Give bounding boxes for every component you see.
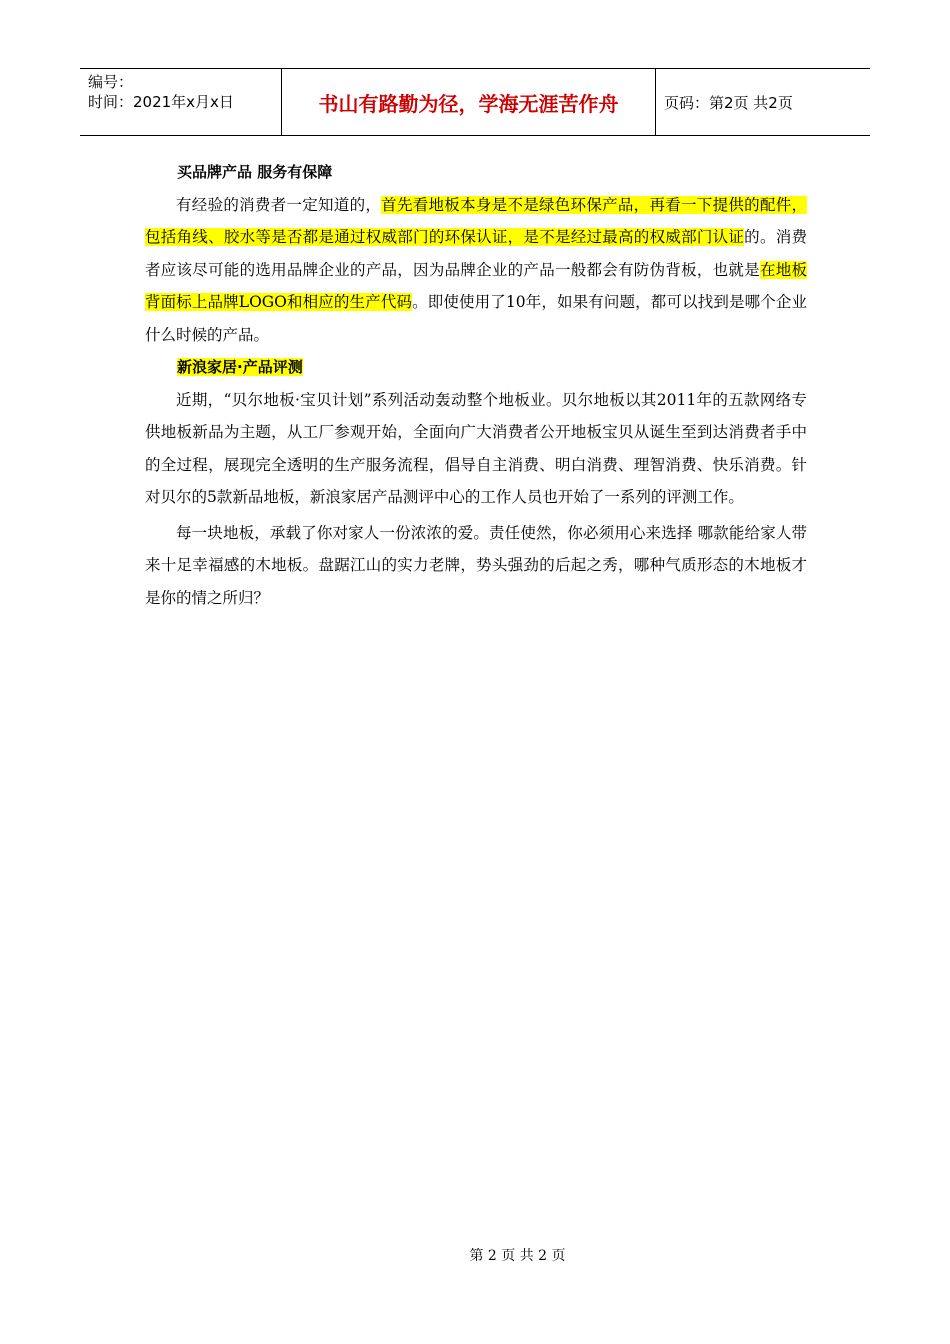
page-header (80, 68, 870, 136)
header-page-label: 页码：第2页 共2页 (664, 93, 793, 112)
section-heading-review (177, 351, 807, 384)
paragraph-text: 的。消费者应该尽可能的选用品牌企业的产品，因为品牌企业的产品一般都会有防伪背板，也就是 (145, 228, 807, 279)
document-time-label: 时间：2021年x月x日 (88, 93, 234, 111)
header-meta (80, 69, 282, 135)
paragraph-brand (145, 189, 807, 352)
paragraph-text: 。即使使用了10年，如果有问题，都可以找到是哪个企业什么时候的产品。 (145, 293, 808, 344)
paragraph-review-closing: 每一块地板，承载了你对家人一份浓浓的爱。责任使然，你必须用心来选择 哪款能给家人带来十足幸福感的木地板。盘踞江山的实力老牌，势头强劲的后起之秀，哪种气质形态的木地板才是你的情之所归？ (145, 523, 807, 607)
document-number-label: 编号： (88, 73, 134, 91)
page-footer: 第 2 页 共 2 页 (469, 1248, 566, 1264)
paragraph-text: 有经验的消费者一定知道的， (176, 195, 382, 214)
paragraph-review-intro: 近期，“贝尔地板·宝贝计划”系列活动轰动整个地板业。贝尔地板以其2011年的五款网络专供地板新品为主题，从工厂参观开始，全面向广大消费者公开地板宝贝从诞生至到达消费者手中的全过程，展现完全透明的生产服务流程，倡导自主消费、明白消费、理智消费、快乐消费。针对贝尔的5款新品地板，新浪家居产品测评中心的工作人员也开始了一系列的评测工作。 (145, 390, 807, 506)
section-heading-brand: 买品牌产品 服务有保障 (177, 163, 333, 181)
highlighted-text: 在地板背面标上品牌LOGO和相应的生产代码 (145, 260, 807, 311)
highlighted-heading: 新浪家居·产品评测 (177, 358, 303, 376)
highlighted-text: 首先看地板本身是不是绿色环保产品，再看一下提供的配件，包括角线、胶水等是否都是通过权威部门的环保认证，是不是经过最高的权威部门认证 (145, 195, 807, 246)
document-body (145, 156, 807, 614)
header-motto: 书山有路勤为径，学海无涯苦作舟 (282, 69, 656, 135)
